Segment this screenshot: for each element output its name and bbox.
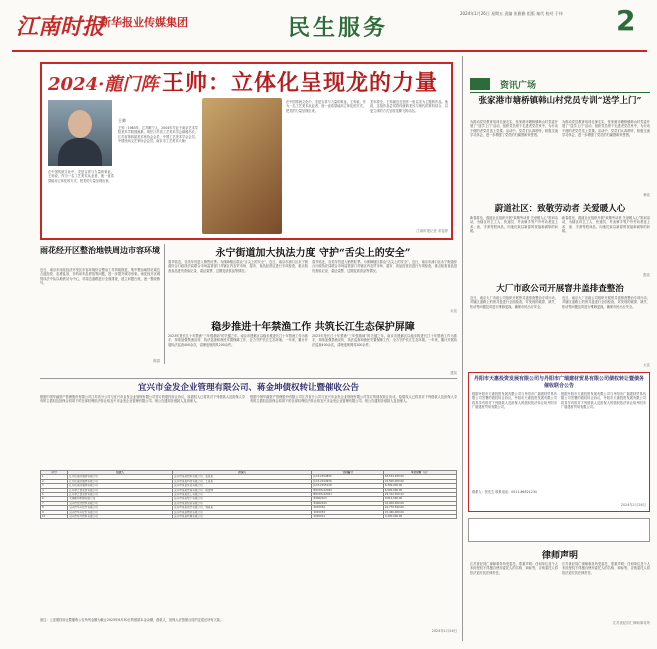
table-cell: 9,812,500.00 — [383, 497, 456, 501]
right-article1-body-b: 为推动党员教育培训走深走实，张家港市塘桥镇韩山村党委开展了“送学上门”活动，组织党员骨干走进老党员家中，为行动不便的老党员送上党课。活动中，党员们认真聆听，积极交流学习体会，进一步增强了党员的归属感和荣誉感。 — [562, 120, 650, 138]
table-header-cell: 借款人 — [68, 471, 173, 475]
table-cell: 江苏佳丽达服饰有限公司 — [68, 475, 173, 479]
table-cell: 宜兴市某某机械有限公司 — [173, 515, 312, 519]
lawyer-body-a: 江苏世纪同仁律师事务所受委托，郑重声明：任何单位及个人未经授权不得擅自使用委托人的名称、商标等，否则委托人将依法追究其法律责任。 — [470, 562, 558, 575]
ad1-contact: 联系人：张先生 联系电话：0511-86521234 — [472, 490, 537, 494]
table-cell: 9 — [41, 510, 68, 514]
table-cell: 10 — [41, 515, 68, 519]
table-cell: 宜兴市金达纺织有限公司 — [68, 501, 173, 505]
article2-byline: 永宣 — [450, 309, 457, 313]
notice-body-a: 根据中国华融资产管理股份有限公司江苏省分公司与宜兴市金发企业管理有限公司签订的债权转让协议，原债权人已将其对下列借款人及担保人享有的主债权及担保合同项下的全部权利依法转让给宜兴市金发企业管理有限公司。现公告通知各借款人及担保人。 — [40, 395, 245, 404]
table-cell: JLC3-2014936 — [312, 479, 383, 483]
table-cell: 3,200,000.00 — [383, 515, 456, 519]
portrait-photo — [48, 100, 112, 166]
section-divider — [40, 378, 457, 379]
table-cell: 2015052 — [312, 506, 383, 510]
article2-body-a: 春节临近，各类年货进入销售旺季。为保障辖区群众“舌尖上的安全”，近日，南京市浦口区永宁街道综合行政执法局联合市场监管部门对辖区内农贸市场、超市、食品经营店进行专项检查，重点检查食品进货查验记录、索证索票、过期变质食品等情况。 — [168, 260, 308, 273]
right-article1-byline: 韩宣 — [643, 193, 650, 197]
page-number: 2 — [616, 4, 636, 37]
table-cell: 江苏佳丽达服饰有限公司 — [68, 484, 173, 488]
table-cell: 宜兴市华兴化纤有限公司 — [68, 506, 173, 510]
table-cell: 无锡新和机械有限公司 — [68, 497, 173, 501]
newspaper-logo: 江南时报 — [16, 14, 105, 40]
right-section-label: 资讯广场 — [500, 81, 537, 91]
feature-headline: 王帅：立体化呈现龙的力量 — [162, 70, 439, 96]
table-cell: 江苏佳丽达服饰有限公司 — [68, 479, 173, 483]
dateline: 2024年1月26日 星期五 责编 张雅雅 组版 秦代 校对 于伟 — [460, 11, 563, 16]
right-article1-body-a: 为推动党员教育培训走深走实，张家港市塘桥镇韩山村党委开展了“送学上门”活动，组织党员骨干走进老党员家中，为行动不便的老党员送上党课。活动中，党员们认真聆听，积极交流学习体会，进一步增强了党员的归属感和荣誉感。 — [470, 120, 558, 138]
table-cell: 15,460,000.00 — [383, 510, 456, 514]
feature-body-b: 在中国传统文化中，龙是吉祥与力量的象征。王帅说，作为一名工艺美术从业者，他一直希望能用立体化的方式，把龙的力量呈现出来。 — [286, 100, 366, 113]
table-cell: 江苏梦之语家纺有限公司 — [68, 488, 173, 492]
debt-table — [40, 470, 457, 519]
ad1-date: 2024年1月26日 — [620, 503, 646, 507]
table-cell: 84062014 — [312, 501, 383, 505]
feature-body-a: 王帅（1983年，江苏睢宁人，2004年毕业于南京艺术学院美术学院国画系，现任江苏省工艺美术学会副秘书长，江苏省第四届美术家协会会员，中国工艺美术学会会员，中国民间文艺家协会会员，南京市工艺美术大师） — [118, 126, 198, 144]
article2-body-b: 春节临近，各类年货进入销售旺季。为保障辖区群众“舌尖上的安全”，近日，南京市浦口区永宁街道综合行政执法局联合市场监管部门对辖区内农贸市场、超市、食品经营店进行专项检查，重点检查食品进货查验记录、索证索票、过期变质食品等情况。 — [312, 260, 457, 273]
right-article2-title: 蔚道社区：致敬劳动者 关爱暖人心 — [494, 204, 626, 214]
table-cell: 6,000,000.00 — [383, 488, 456, 492]
table-cell: 6 — [41, 497, 68, 501]
column-logo: 2024·龍门阵 — [48, 74, 159, 95]
table-cell: 5 — [41, 493, 68, 497]
group-logo: 新华报业传媒集团 — [100, 16, 188, 29]
table-cell: JLC3-2015128 — [312, 484, 383, 488]
table-cell: 宜兴市某某电子有限公司 — [173, 497, 312, 501]
table-cell: 1 — [41, 475, 68, 479]
table-row — [41, 515, 457, 519]
table-cell: 宜兴市某某实业有限公司 — [173, 484, 312, 488]
article1-body: 近日，南京市雨花经济开发区市容环境综合整治工作持续推进，集中整治地铁站周边占道经营、乱堆乱放、非机动车乱停放等问题，进一步提升城市形象。雨花经开区城管执法中队以地铁站为中心，对周边道路进行全面排查，建立问题台账，逐一整改销号。 — [40, 268, 160, 286]
table-cell: 2 — [41, 479, 68, 483]
table-cell: 宜兴市某某科技有限公司、王某某 — [173, 479, 312, 483]
section-label-marker — [470, 78, 490, 90]
table-cell: 2015053 — [312, 510, 383, 514]
article1-byline: 陈春 — [153, 359, 160, 363]
right-article3-byline: 大宣 — [643, 363, 650, 367]
article3-body-b: 2023年是长江十年禁渔“三年强基础”的关键之年。南京市建邺区以稳步推进长江十年禁渔工作为抓手，持续加强禁渔宣传、执法巡查和渔民安置保障工作，全力守护长江生态环境。一年来，累计开展执法巡查400余次，清理违规网具200余件。 — [312, 334, 457, 347]
table-cell: 7 — [41, 501, 68, 505]
table-cell: 江苏梦之语家纺有限公司 — [68, 493, 173, 497]
table-cell: 宜兴市某某化工有限公司 — [173, 493, 312, 497]
feature-byline: 江南时报记者 邓雯婷 — [416, 229, 448, 233]
article1-title: 雨花经开区整治地铁周边市容环境 — [40, 245, 160, 255]
table-cell: 8,300,000.00 — [383, 484, 456, 488]
table-cell: 宜兴市某某织造有限公司 — [173, 501, 312, 505]
table-cell: 22,500,000.00 — [383, 479, 456, 483]
article3-byline: 建宣 — [450, 371, 457, 375]
notice-footer: 备注：上述债权转让暨催收公告所列金额为截止2023年6月30日的借款本金余额，借款人、担保人应按照合同约定偿还所有欠款。 — [40, 618, 224, 622]
dragon-artwork-image — [202, 98, 282, 234]
table-cell: 宜兴市某某化纤有限公司、刘某某 — [173, 506, 312, 510]
table-cell: 3 — [41, 484, 68, 488]
table-header-cell: 本金余额（元） — [383, 471, 456, 475]
table-cell: 22,770,590.00 — [383, 506, 456, 510]
notice-date: 2024年1月26日 — [431, 629, 457, 633]
notice-body-b: 根据中国华融资产管理股份有限公司江苏省分公司与宜兴市金发企业管理有限公司签订的债权转让协议，原债权人已将其对下列借款人及担保人享有的主债权及担保合同项下的全部权利依法转让给宜兴市金发企业管理有限公司。现公告通知各借款人及担保人。 — [250, 395, 457, 404]
article2-title: 永宁街道加大执法力度 守护“舌尖上的安全” — [215, 248, 411, 259]
right-article3-body-a: 近日，南京大厂市政公司组织开展窨井盖排查整治专项行动，对辖区道路上的窨井盖进行全面检查，对发现的破损、缺失、松动等问题及时进行维修更换，确保市民出行安全。 — [470, 296, 558, 309]
right-article2-body-b: 新春将至，蔚道社区组织开展“致敬劳动者 关爱暖人心”慰问活动，为辖区环卫工人、快递员、外卖骑手等户外劳动者送上米、油、手套等慰问品，向他们致以新春的祝福和诚挚的问候。 — [562, 216, 650, 234]
table-cell: BOCDS-K2020 — [312, 488, 383, 492]
notice-title: 宜兴市金发企业管理有限公司、蒋金坤债权转让暨催收公告 — [137, 383, 359, 393]
right-article2-byline: 蔚宣 — [643, 273, 650, 277]
ad1-title: 丹阳市天惠投资发展有限公司与丹阳市广瑞建材贸易有限公司债权转让暨债务催收联合公告 — [473, 376, 644, 389]
ad1-body-b: 根据丹阳市天惠投资发展有限公司与丹阳市广瑞建材贸易有限公司签署的债权转让协议，丹阳市天惠投资发展有限公司将其享有的对下列借款人及担保人的债权依法转让给丹阳市广瑞建材贸易有限公司。 — [561, 392, 646, 410]
table-cell: 宜兴市某某贸易有限公司、蒋金坤 — [173, 488, 312, 492]
ad1-body-a: 根据丹阳市天惠投资发展有限公司与丹阳市广瑞建材贸易有限公司签署的债权转让协议，丹阳市天惠投资发展有限公司将其享有的对下列借款人及担保人的债权依法转让给丹阳市广瑞建材贸易有限公司。 — [472, 392, 557, 410]
table-cell: 63,534,939.50 — [383, 475, 456, 479]
table-cell: BOCDS-K2021 — [312, 493, 383, 497]
article3-title: 稳步推进十年禁渔工作 共筑长江生态保护屏障 — [211, 322, 415, 333]
lawyer-footer: 江苏世纪同仁律师事务所 — [612, 621, 650, 625]
right-section-rule — [470, 92, 650, 93]
photo-caption: 王帅 — [118, 118, 126, 123]
table-cell: 10,000,000.00 — [383, 501, 456, 505]
small-table-box — [468, 518, 650, 542]
header-rule — [12, 50, 647, 52]
table-cell: 29,312,300.22 — [383, 493, 456, 497]
table-cell: 84062013 — [312, 497, 383, 501]
section-title: 民生服务 — [288, 15, 389, 41]
right-article3-body-b: 近日，南京大厂市政公司组织开展窨井盖排查整治专项行动，对辖区道路上的窨井盖进行全面检查，对发现的破损、缺失、松动等问题及时进行维修更换，确保市民出行安全。 — [562, 296, 650, 309]
right-article3-title: 大厂市政公司开展窨井盖排查整治 — [496, 284, 624, 294]
feature-body-c: 龙年将至，王帅最近在创作一组以龙为主题的作品。他说，这组作品尝试将传统的龙纹与现代的材料结合，以更立体的方式呈现龙腾飞的动态。 — [370, 100, 448, 113]
column-divider — [164, 244, 165, 364]
table-cell: 4 — [41, 488, 68, 492]
right-article1-title: 张家港市塘桥镇韩山村党员专训“送学上门” — [478, 96, 642, 106]
table-header-cell: 合同编号 — [312, 471, 383, 475]
table-cell: 宜兴市某某纺织有限公司、张某某 — [173, 475, 312, 479]
feature-body-a2: 在中国传统文化中，龙是吉祥与力量的象征。王帅说，作为一名工艺美术从业者，他一直希望能用立体化的方式，把龙的力量呈现出来。 — [48, 170, 114, 183]
right-article2-body-a: 新春将至，蔚道社区组织开展“致敬劳动者 关爱暖人心”慰问活动，为辖区环卫工人、快递员、外卖骑手等户外劳动者送上米、油、手套等慰问品，向他们致以新春的祝福和诚挚的问候。 — [470, 216, 558, 234]
table-cell: 2016011 — [312, 515, 383, 519]
table-header-cell: 担保人 — [173, 471, 312, 475]
lawyer-title: 律师声明 — [541, 551, 578, 561]
table-cell: 宜兴市某某物资有限公司 — [173, 510, 312, 514]
table-cell: 宜兴市东方纺织有限公司 — [68, 515, 173, 519]
table-cell: JLC3-2014835 — [312, 475, 383, 479]
article3-body-a: 2023年是长江十年禁渔“三年强基础”的关键之年。南京市建邺区以稳步推进长江十年禁渔工作为抓手，持续加强禁渔宣传、执法巡查和渔民安置保障工作，全力守护长江生态环境。一年来，累计开展执法巡查400余次，清理违规网具200余件。 — [168, 334, 308, 347]
table-cell: 宜兴市华兴化纤有限公司 — [68, 510, 173, 514]
lawyer-body-b: 江苏世纪同仁律师事务所受委托，郑重声明：任何单位及个人未经授权不得擅自使用委托人的名称、商标等，否则委托人将依法追究其法律责任。 — [562, 562, 650, 575]
table-cell: 8 — [41, 506, 68, 510]
right-column-divider — [462, 56, 463, 641]
table-header-cell: 序号 — [41, 471, 68, 475]
